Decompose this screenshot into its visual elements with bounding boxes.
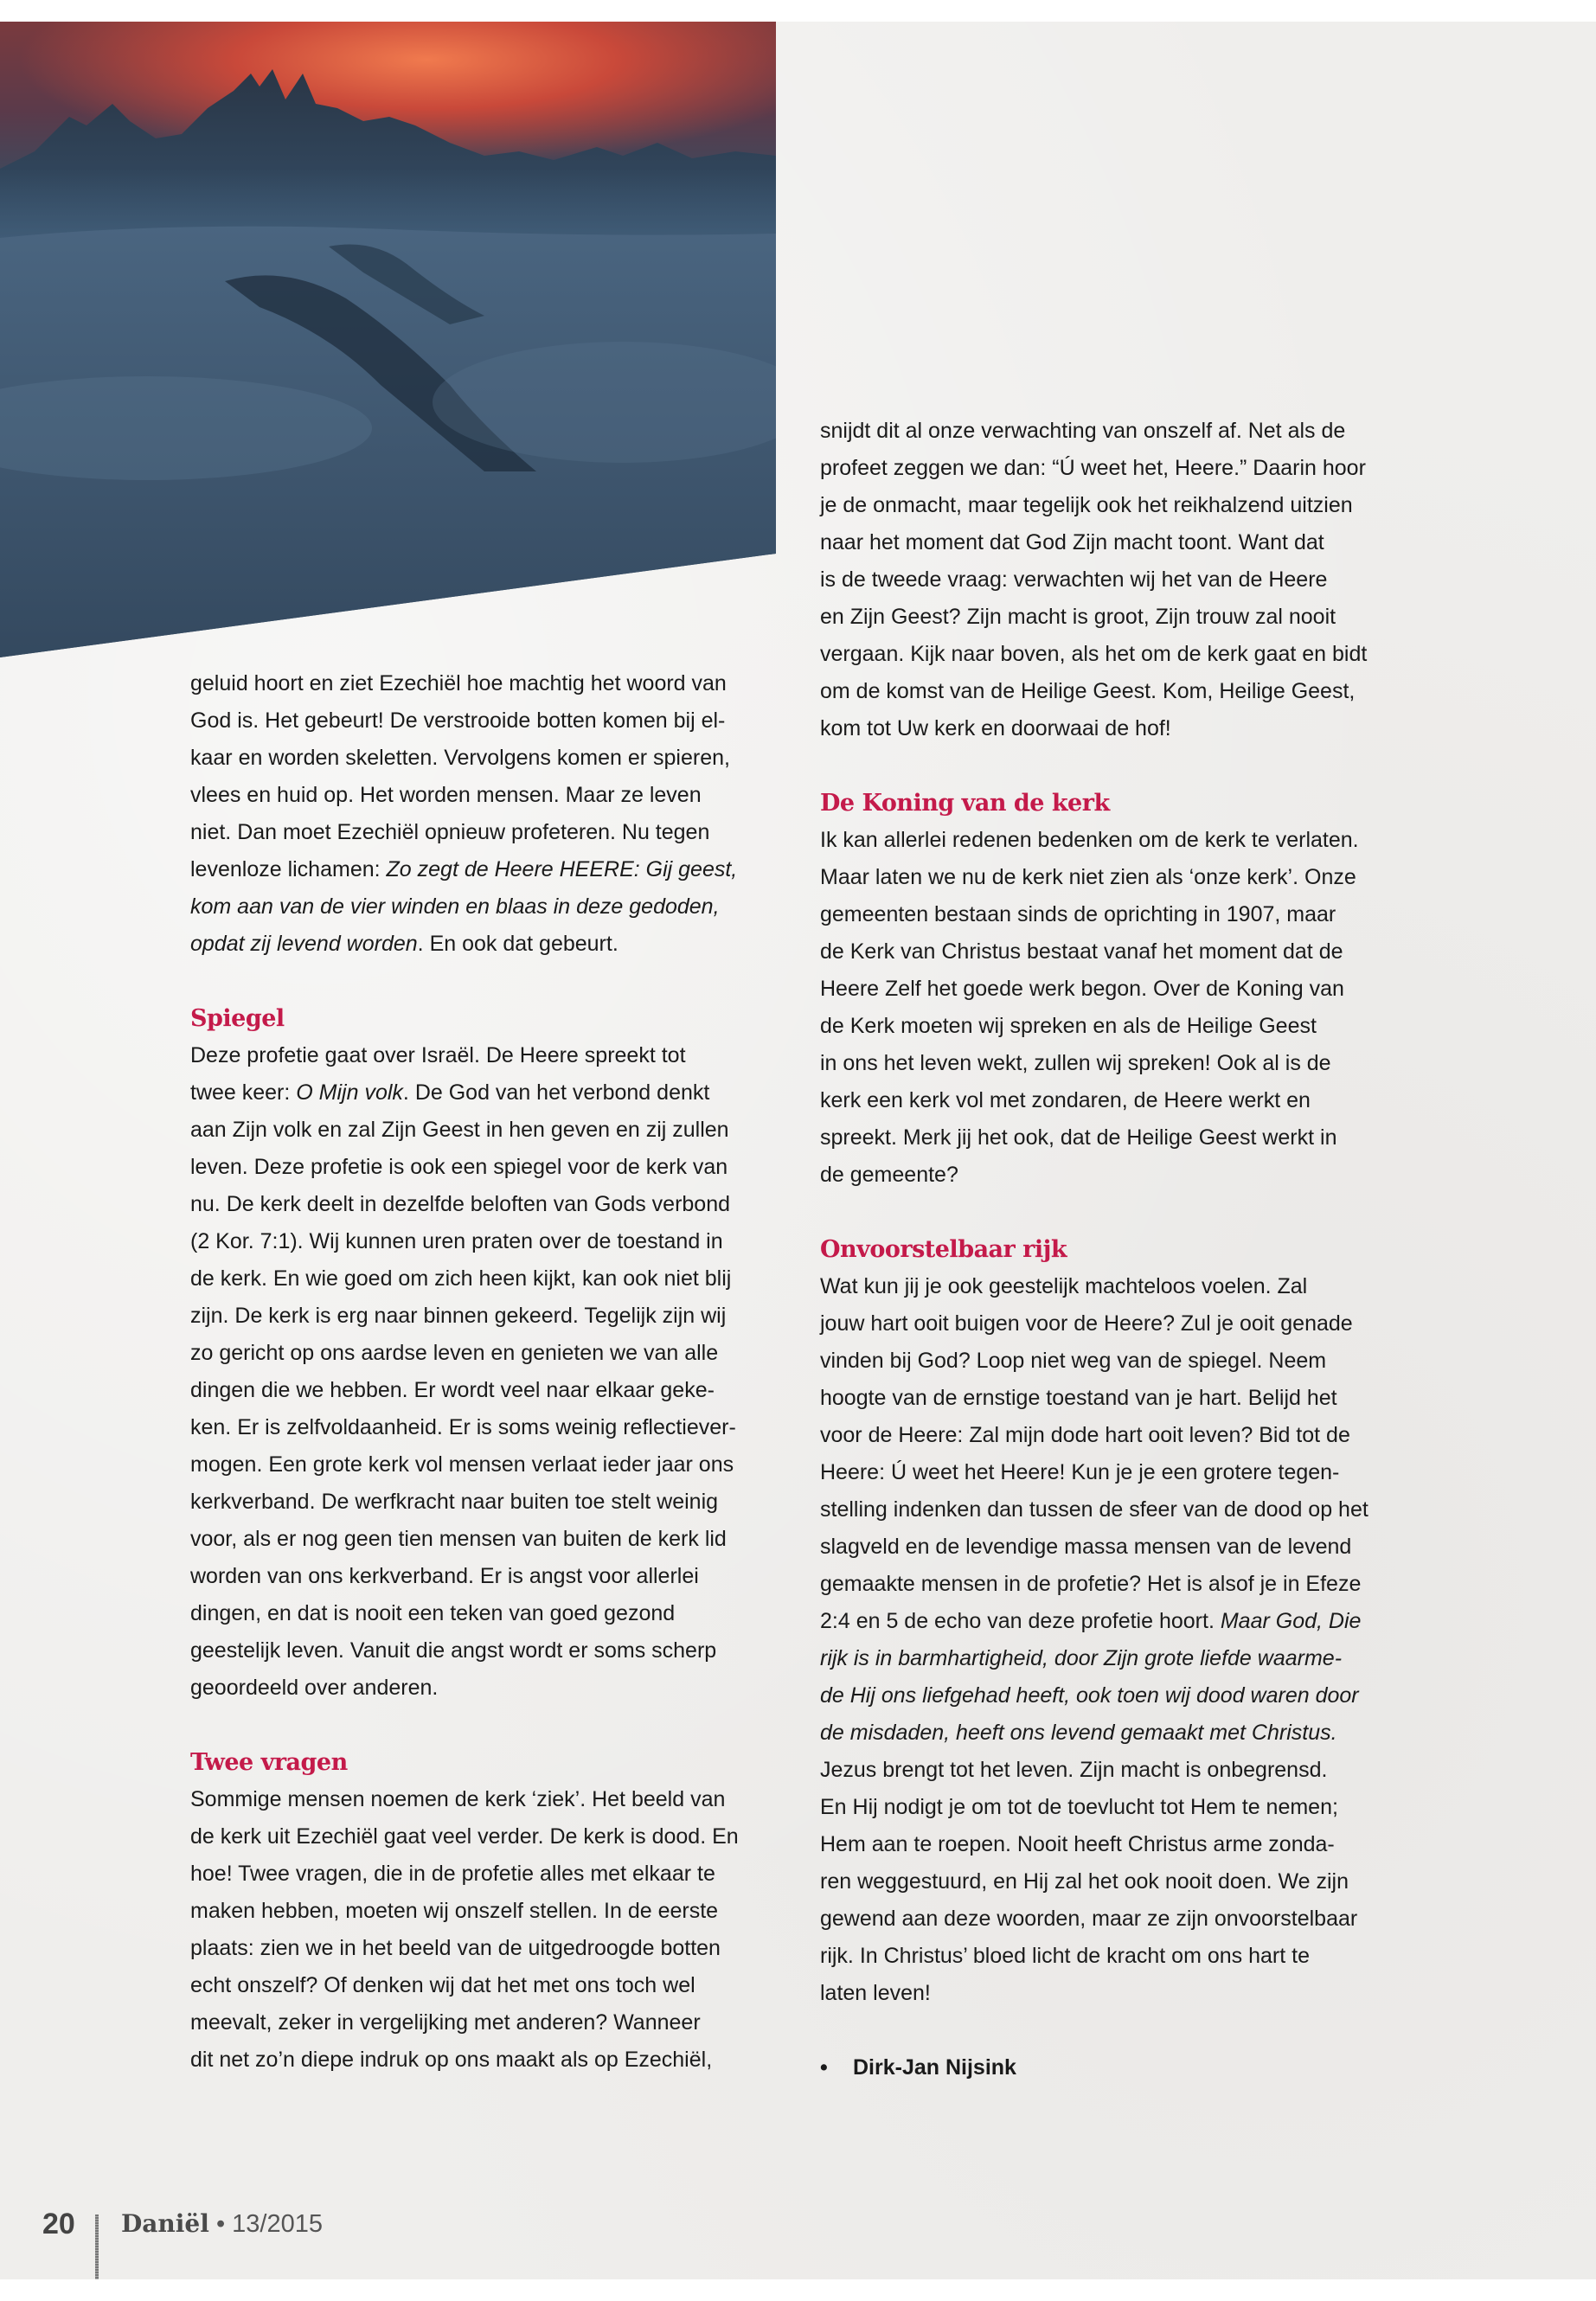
body-line: dit net zo’n diepe indruk op ons maakt als op Ezechiël, bbox=[190, 2048, 713, 2072]
scripture-quote: opdat zij levend worden bbox=[190, 932, 418, 956]
body-line: de kerk. En wie goed om zich heen kijkt, kan ook niet blij bbox=[190, 1266, 732, 1291]
body-text: levenloze lichamen: bbox=[190, 857, 387, 881]
body-line: nu. De kerk deelt in dezelfde beloften van Gods verbond bbox=[190, 1192, 731, 1216]
body-line: en Zijn Geest? Zijn macht is groot, Zijn trouw zal nooit bbox=[820, 605, 1336, 629]
body-line: kaar en worden skeletten. Vervolgens komen er spieren, bbox=[190, 746, 730, 770]
body-line: vlees en huid op. Het worden mensen. Maar ze leven bbox=[190, 783, 702, 807]
section-heading-spiegel: Spiegel bbox=[190, 1005, 285, 1032]
issue-number: 13/2015 bbox=[232, 2210, 323, 2238]
hero-image bbox=[0, 22, 776, 657]
bullet-icon: • bbox=[820, 2055, 828, 2080]
body-line: naar het moment dat God Zijn macht toont. Want dat bbox=[820, 530, 1324, 554]
body-line: geestelijk leven. Vanuit die angst wordt er soms scherp bbox=[190, 1638, 717, 1663]
body-line: niet. Dan moet Ezechiël opnieuw profeteren. Nu tegen bbox=[190, 820, 710, 844]
body-line: kerk een kerk vol met zondaren, de Heere werkt en bbox=[820, 1088, 1311, 1112]
body-line: (2 Kor. 7:1). Wij kunnen uren praten over de toestand in bbox=[190, 1229, 723, 1253]
magazine-name: Daniël bbox=[121, 2209, 209, 2238]
author-byline bbox=[820, 2049, 1426, 2086]
body-line: dingen, en dat is nooit een teken van goed gezond bbox=[190, 1601, 676, 1625]
body-line: echt onszelf? Of denken wij dat het met ons toch wel bbox=[190, 1973, 695, 1997]
body-line bbox=[190, 926, 787, 963]
body-text: . En ook dat gebeurt. bbox=[417, 932, 619, 956]
body-line: geluid hoort en ziet Ezechiël hoe machtig het woord van bbox=[190, 671, 727, 695]
section-heading-twee-vragen: Twee vragen bbox=[190, 1749, 348, 1776]
scripture-quote: kom aan van de vier winden en blaas in deze gedoden, bbox=[190, 894, 720, 919]
body-line bbox=[820, 1677, 1426, 1715]
scripture-quote: de misdaden, heeft ons levend gemaakt met Christus. bbox=[820, 1721, 1337, 1745]
scripture-quote: O Mijn volk bbox=[296, 1080, 403, 1105]
page-number: 20 bbox=[42, 2208, 75, 2240]
body-line: je de onmacht, maar tegelijk ook het reikhalzend uitzien bbox=[820, 493, 1353, 517]
body-line: Heere Zelf het goede werk begon. Over de Koning van bbox=[820, 977, 1344, 1001]
body-line bbox=[190, 1074, 787, 1112]
body-line: zijn. De kerk is erg naar binnen gekeerd. Tegelijk zijn wij bbox=[190, 1304, 727, 1328]
body-line: leven. Deze profetie is ook een spiegel voor de kerk van bbox=[190, 1155, 728, 1179]
body-line: stelling indenken dan tussen de sfeer van de dood op het bbox=[820, 1497, 1368, 1522]
left-column bbox=[190, 665, 787, 2079]
body-line: plaats: zien we in het beeld van de uitgedroogde botten bbox=[190, 1936, 721, 1960]
body-line: Heere: Ú weet het Heere! Kun je je een grotere tegen- bbox=[820, 1460, 1340, 1484]
body-line: vinden bij God? Loop niet weg van de spiegel. Neem bbox=[820, 1349, 1327, 1373]
body-line: voor de Heere: Zal mijn dode hart ooit leven? Bid tot de bbox=[820, 1423, 1350, 1447]
body-line: Deze profetie gaat over Israël. De Heere spreekt tot bbox=[190, 1043, 686, 1067]
body-line bbox=[820, 1715, 1426, 1752]
body-line: voor, als er nog geen tien mensen van buiten de kerk lid bbox=[190, 1527, 727, 1551]
body-line: ken. Er is zelfvoldaanheid. Er is soms weinig reflectiever- bbox=[190, 1415, 736, 1439]
separator-dot: • bbox=[215, 2210, 226, 2238]
body-line: worden van ons kerkverband. Er is angst voor allerlei bbox=[190, 1564, 699, 1588]
body-line: snijdt dit al onze verwachting van onszelf af. Net als de bbox=[820, 419, 1346, 443]
body-line: is de tweede vraag: verwachten wij het van de Heere bbox=[820, 567, 1328, 592]
body-text: . De God van het verbond denkt bbox=[402, 1080, 710, 1105]
body-line: hoe! Twee vragen, die in de profetie alles met elkaar te bbox=[190, 1862, 715, 1886]
body-line: jouw hart ooit buigen voor de Heere? Zul je ooit genade bbox=[820, 1311, 1353, 1336]
section-heading-onvoorstelbaar: Onvoorstelbaar rijk bbox=[820, 1236, 1067, 1263]
body-line: de gemeente? bbox=[820, 1163, 958, 1187]
body-line: dingen die we hebben. Er wordt veel naar elkaar geke- bbox=[190, 1378, 715, 1402]
body-line: Sommige mensen noemen de kerk ‘ziek’. Het beeld van bbox=[190, 1787, 726, 1811]
body-line: vergaan. Kijk naar boven, als het om de kerk gaat en bidt bbox=[820, 642, 1368, 666]
body-line: de kerk uit Ezechiël gaat veel verder. De kerk is dood. En bbox=[190, 1824, 739, 1849]
scripture-quote: Zo zegt de Heere HEERE: Gij geest, bbox=[386, 857, 738, 881]
body-line: En Hij nodigt je om tot de toevlucht tot Hem te nemen; bbox=[820, 1795, 1338, 1819]
body-line: rijk. In Christus’ bloed licht de kracht om ons hart te bbox=[820, 1944, 1310, 1968]
body-line: Hem aan te roepen. Nooit heeft Christus arme zonda- bbox=[820, 1832, 1335, 1856]
page-footer bbox=[0, 2197, 519, 2279]
body-line bbox=[820, 1640, 1426, 1677]
body-line: laten leven! bbox=[820, 1981, 931, 2005]
body-line: Ik kan allerlei redenen bedenken om de kerk te verlaten. bbox=[820, 828, 1359, 852]
section-heading-koning: De Koning van de kerk bbox=[820, 790, 1110, 817]
body-line: profeet zeggen we dan: “Ú weet het, Heere.” Daarin hoor bbox=[820, 456, 1366, 480]
body-line: de Kerk moeten wij spreken en als de Heilige Geest bbox=[820, 1014, 1317, 1038]
body-text: 2:4 en 5 de echo van deze profetie hoort. bbox=[820, 1609, 1221, 1633]
body-line: Maar laten we nu de kerk niet zien als ‘onze kerk’. Onze bbox=[820, 865, 1356, 889]
body-line: in ons het leven wekt, zullen wij spreken! Ook al is de bbox=[820, 1051, 1331, 1075]
body-line: gewend aan deze woorden, maar ze zijn onvoorstelbaar bbox=[820, 1907, 1358, 1931]
author-name: Dirk-Jan Nijsink bbox=[853, 2055, 1016, 2080]
body-line: slagveld en de levendige massa mensen van de levend bbox=[820, 1535, 1352, 1559]
body-text: twee keer: bbox=[190, 1080, 297, 1105]
body-line: de Kerk van Christus bestaat vanaf het moment dat de bbox=[820, 939, 1343, 964]
right-column bbox=[820, 413, 1426, 2086]
body-line: spreekt. Merk jij het ook, dat de Heilige Geest werkt in bbox=[820, 1125, 1337, 1150]
body-line: Jezus brengt tot het leven. Zijn macht is onbegrensd. bbox=[820, 1758, 1328, 1782]
body-line: gemeenten bestaan sinds de oprichting in 1907, maar bbox=[820, 902, 1336, 926]
body-line: hoogte van de ernstige toestand van je hart. Belijd het bbox=[820, 1386, 1337, 1410]
body-line: God is. Het gebeurt! De verstrooide botten komen bij el- bbox=[190, 708, 726, 733]
body-line bbox=[190, 888, 787, 926]
mountain-landscape-illustration bbox=[0, 22, 776, 657]
magazine-issue bbox=[121, 2209, 323, 2239]
body-line: Wat kun jij je ook geestelijk machteloos voelen. Zal bbox=[820, 1274, 1308, 1298]
body-line: geoordeeld over anderen. bbox=[190, 1676, 439, 1700]
body-line: aan Zijn volk en zal Zijn Geest in hen geven en zij zullen bbox=[190, 1118, 729, 1142]
body-line: mogen. Een grote kerk vol mensen verlaat ieder jaar ons bbox=[190, 1452, 734, 1477]
body-line: kom tot Uw kerk en doorwaai de hof! bbox=[820, 716, 1171, 740]
body-line: kerkverband. De werfkracht naar buiten toe stelt weinig bbox=[190, 1490, 719, 1514]
body-line: maken hebben, moeten wij onszelf stellen. In de eerste bbox=[190, 1899, 719, 1923]
body-line: meevalt, zeker in vergelijking met anderen? Wanneer bbox=[190, 2010, 701, 2035]
body-line: gemaakte mensen in de profetie? Het is alsof je in Efeze bbox=[820, 1572, 1362, 1596]
body-line: ren weggestuurd, en Hij zal het ook nooit doen. We zijn bbox=[820, 1869, 1349, 1894]
scripture-quote: Maar God, Die bbox=[1220, 1609, 1362, 1633]
body-line bbox=[190, 851, 787, 888]
body-line bbox=[820, 1603, 1426, 1640]
footer-divider bbox=[95, 2214, 99, 2279]
body-line: zo gericht op ons aardse leven en genieten we van alle bbox=[190, 1341, 719, 1365]
body-line: om de komst van de Heilige Geest. Kom, Heilige Geest, bbox=[820, 679, 1356, 703]
scripture-quote: rijk is in barmhartigheid, door Zijn grote liefde waarme- bbox=[820, 1646, 1343, 1670]
scripture-quote: de Hij ons liefgehad heeft, ook toen wij dood waren door bbox=[820, 1683, 1359, 1708]
